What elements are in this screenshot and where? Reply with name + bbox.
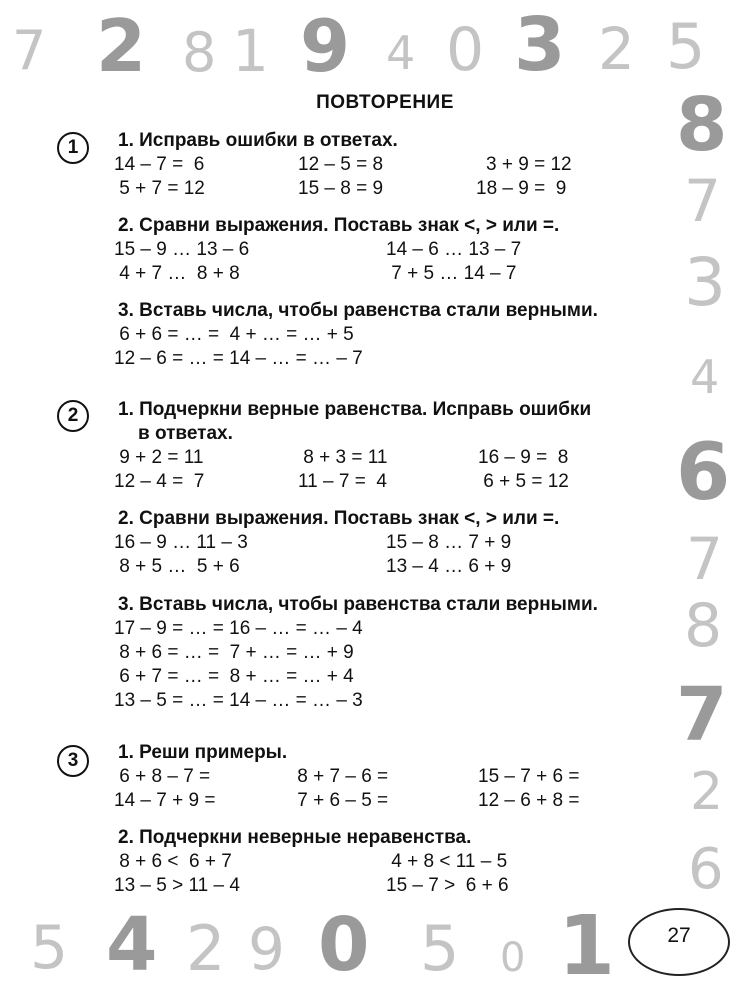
block-number-badge: 1	[57, 132, 89, 164]
frame-digit: 0	[500, 935, 526, 981]
frame-digit: 9	[300, 4, 351, 88]
frame-digit: 2	[598, 15, 635, 83]
frame-digit: 4	[386, 26, 416, 80]
task-heading-text: 3. Вставь числа, чтобы равенства стали верными.	[118, 594, 598, 615]
frame-digit: 8	[182, 21, 217, 84]
expression: 3 + 9 = 12	[486, 154, 572, 175]
expression: 8 + 6 < 6 + 7	[114, 851, 232, 872]
block-number-badge: 3	[57, 745, 89, 777]
frame-digit: 8	[676, 82, 728, 168]
task-row	[0, 262, 750, 286]
task-row	[0, 238, 750, 262]
expression: 13 – 5 = … = 14 – … = … – 3	[114, 690, 363, 711]
expression: 13 – 5 > 11 – 4	[114, 875, 240, 896]
frame-digit: 7	[676, 672, 728, 758]
frame-digit: 0	[318, 902, 370, 988]
task-row	[0, 531, 750, 555]
task-heading-text: 2. Сравни выражения. Поставь знак <, > или =.	[118, 215, 560, 236]
expression: 9 + 2 = 11	[114, 447, 204, 468]
frame-digit: 1	[232, 17, 269, 85]
task-row	[0, 555, 750, 579]
frame-digit: 7	[12, 19, 47, 82]
page-title: ПОВТОРЕНИЕ	[316, 92, 454, 113]
task-heading-text: 3. Вставь числа, чтобы равенства стали верными.	[118, 300, 598, 321]
frame-digit: 2	[96, 4, 147, 88]
expression: 6 + 5 = 12	[478, 471, 569, 492]
expression: 14 – 6 … 13 – 7	[386, 239, 522, 260]
frame-digit: 6	[676, 428, 731, 518]
task-heading-text: 1. Подчеркни верные равенства. Исправь ошибки	[118, 399, 592, 420]
expression: 8 + 3 = 11	[298, 447, 388, 468]
expression: 8 + 7 – 6 =	[292, 766, 389, 787]
task-row	[0, 177, 750, 201]
frame-digit: 5	[30, 913, 69, 983]
expression: 18 – 9 = 9	[476, 178, 567, 199]
expression: 13 – 4 … 6 + 9	[386, 556, 512, 577]
task-heading	[0, 741, 750, 765]
frame-digit: 3	[684, 244, 726, 321]
expression: 15 – 7 > 6 + 6	[386, 875, 509, 896]
frame-digit: 1	[558, 899, 616, 994]
task-heading-text: 2. Подчеркни неверные неравенства.	[118, 827, 472, 848]
task-heading	[0, 214, 750, 238]
task-row	[0, 765, 750, 789]
expression: 12 – 5 = 8	[298, 154, 384, 175]
task-row	[0, 446, 750, 470]
task-heading-text: 1. Реши примеры.	[118, 742, 288, 763]
block-number-badge: 2	[57, 400, 89, 432]
page-number: 27	[667, 924, 691, 947]
expression: 6 + 7 = … = 8 + … = … + 4	[114, 666, 354, 687]
expression: 12 – 4 = 7	[114, 471, 205, 492]
frame-digit: 4	[690, 350, 720, 404]
expression: 8 + 5 … 5 + 6	[114, 556, 240, 577]
task-row	[0, 347, 750, 371]
frame-digit: 4	[106, 902, 158, 988]
expression: 11 – 7 = 4	[298, 471, 387, 492]
task-row	[0, 617, 750, 641]
task-heading	[0, 593, 750, 617]
expression: 16 – 9 = 8	[478, 447, 569, 468]
expression: 6 + 8 – 7 =	[114, 766, 211, 787]
expression: 16 – 9 … 11 – 3	[114, 532, 248, 553]
frame-digit: 2	[690, 762, 724, 822]
task-heading	[0, 299, 750, 323]
expression: 15 – 8 … 7 + 9	[386, 532, 512, 553]
expression: 15 – 8 = 9	[298, 178, 384, 199]
task-heading-text: в ответах.	[138, 423, 233, 444]
task-heading-text: 2. Сравни выражения. Поставь знак <, > или =.	[118, 508, 560, 529]
frame-digit: 3	[514, 2, 566, 88]
expression: 12 – 6 + 8 =	[478, 790, 580, 811]
task-row	[0, 153, 750, 177]
frame-digit: 8	[684, 591, 723, 661]
task-row	[0, 689, 750, 713]
frame-digit: 7	[686, 525, 723, 593]
frame-digit: 5	[420, 912, 460, 985]
frame-digit: 5	[666, 10, 706, 83]
expression: 7 + 5 … 14 – 7	[386, 263, 517, 284]
expression: 5 + 7 = 12	[114, 178, 205, 199]
task-heading	[0, 507, 750, 531]
task-heading	[0, 129, 750, 153]
expression: 6 + 6 = … = 4 + … = … + 5	[114, 324, 354, 345]
expression: 17 – 9 = … = 16 – … = … – 4	[114, 618, 363, 639]
frame-digit: 0	[446, 15, 485, 85]
task-row	[0, 470, 750, 494]
expression: 4 + 8 < 11 – 5	[386, 851, 508, 872]
task-row	[0, 641, 750, 665]
task-row	[0, 323, 750, 347]
task-row	[0, 665, 750, 689]
task-heading	[0, 398, 750, 422]
expression: 15 – 7 + 6 =	[478, 766, 580, 787]
expression: 8 + 6 = … = 7 + … = … + 9	[114, 642, 354, 663]
expression: 14 – 7 + 9 =	[114, 790, 216, 811]
expression: 14 – 7 = 6	[114, 154, 205, 175]
frame-digit: 9	[248, 915, 285, 983]
task-row	[0, 789, 750, 813]
frame-digit: 6	[688, 837, 724, 902]
frame-digit: 7	[684, 167, 721, 235]
task-heading-text: 1. Исправь ошибки в ответах.	[118, 130, 398, 151]
expression: 7 + 6 – 5 =	[292, 790, 389, 811]
task-row	[0, 874, 750, 898]
expression: 4 + 7 … 8 + 8	[114, 263, 240, 284]
expression: 12 – 6 = … = 14 – … = … – 7	[114, 348, 363, 369]
task-heading	[0, 422, 750, 446]
expression: 15 – 9 … 13 – 6	[114, 239, 250, 260]
frame-digit: 2	[186, 912, 226, 985]
task-heading	[0, 826, 750, 850]
task-row	[0, 850, 750, 874]
